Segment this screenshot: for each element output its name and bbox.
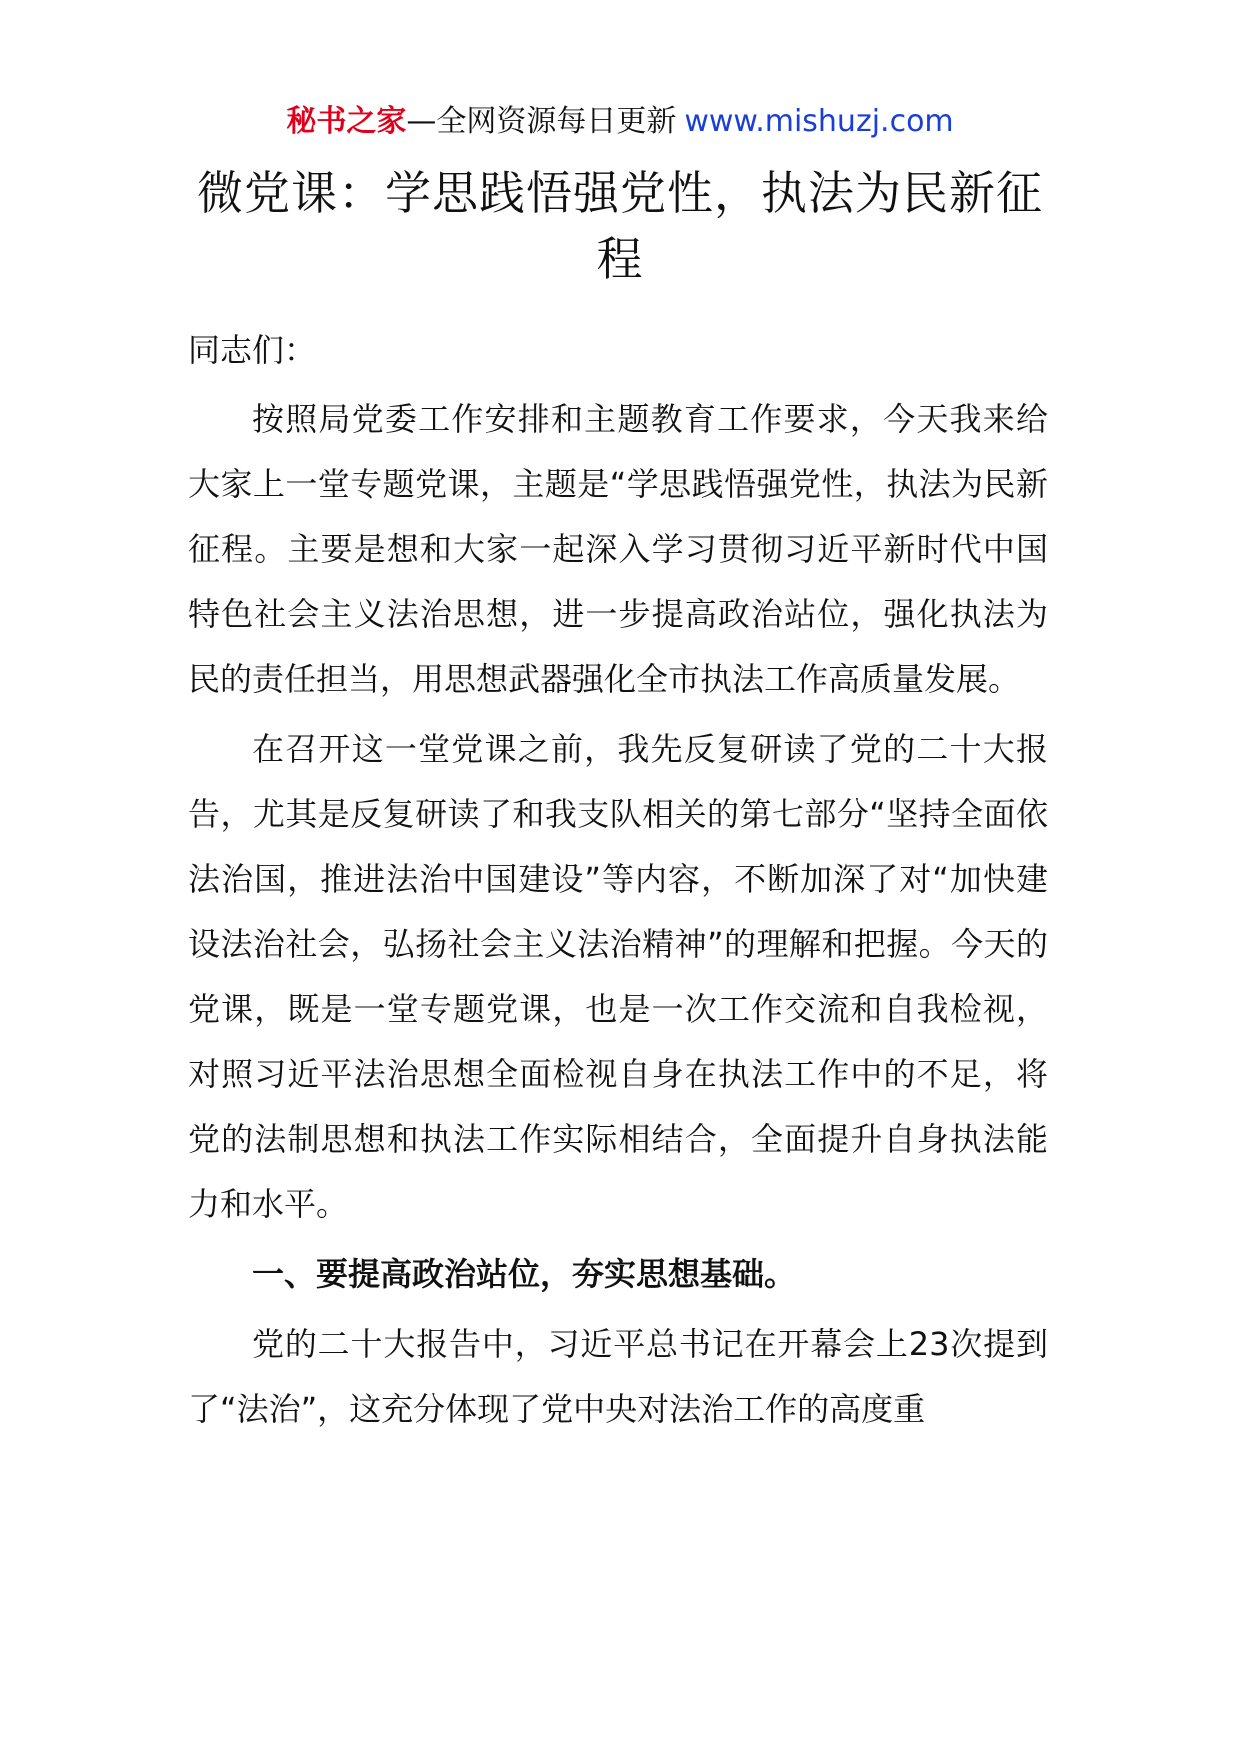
site-header <box>0 100 1240 144</box>
header-slogan: —全网资源每日更新 <box>406 104 677 139</box>
body-paragraph-1: 按照局党委工作安排和主题教育工作要求，今天我来给大家上一堂专题党课，主题是“学思践悟强党性，执法为民新征程。主要是想和大家一起深入学习贯彻习近平新时代中国特色社会主义法治思想，进一步提高政治站位，强化执法为民的责任担当，用思想武器强化全市执法工作高质量发展。 <box>188 400 1048 698</box>
salutation: 同志们： <box>188 331 317 369</box>
site-url-link[interactable]: www.mishuzj.com <box>684 104 954 139</box>
document-title: 微党课：学思践悟强党性，执法为民新征程 <box>197 166 1043 286</box>
section-heading: 一、要提高政治站位，夯实思想基础。 <box>252 1255 797 1293</box>
section-paragraph: 党的二十大报告中，习近平总书记在开幕会上23次提到了“法治”，这充分体现了党中央对法治工作的高度重 <box>188 1325 1048 1428</box>
brand-name: 秘书之家 <box>286 104 407 139</box>
document-body <box>188 318 1048 1447</box>
body-paragraph-2: 在召开这一堂党课之前，我先反复研读了党的二十大报告，尤其是反复研读了和我支队相关的第七部分“坚持全面依法治国，推进法治中国建设”等内容，不断加深了对“加快建设法治社会，弘扬社会主义法治精神”的理解和把握。今天的党课，既是一堂专题党课，也是一次工作交流和自我检视，对照习近平法治思想全面检视自身在执法工作中的不足，将党的法制思想和执法工作实际相结合，全面提升自身执法能力和水平。 <box>188 730 1048 1223</box>
